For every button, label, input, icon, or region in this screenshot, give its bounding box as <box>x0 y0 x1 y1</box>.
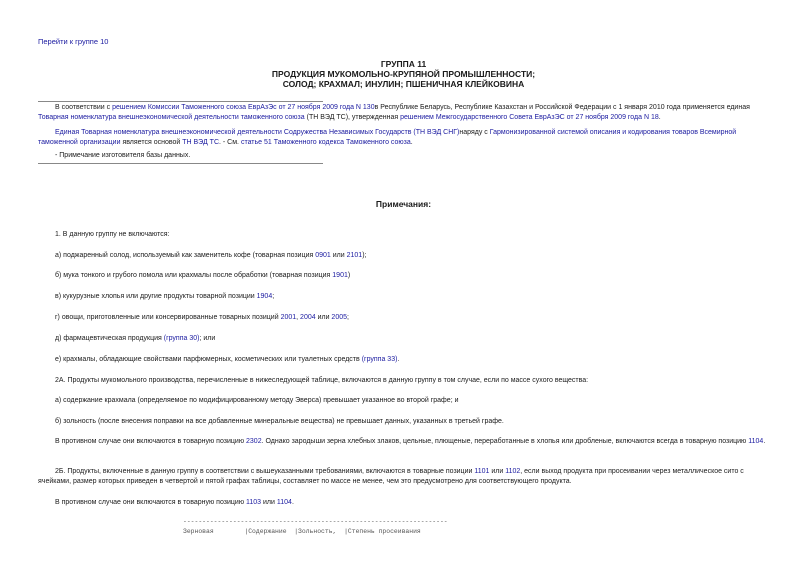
text: а) поджаренный солод, используемый как заменитель кофе (товарная позиция <box>55 252 316 259</box>
heading-2005-link[interactable]: 2005 <box>331 314 347 321</box>
commission-decision-link[interactable]: решением Комиссии Таможенного союза ЕврАзЭс от 27 ноября 2009 года N 130 <box>112 104 375 111</box>
note-2a-b: б) зольность (после внесения поправки на все добавленные минеральные вещества) не превышает данных, указанных в третьей графе. <box>55 418 504 425</box>
text: ); <box>362 252 367 259</box>
text: , если выход продукта при просеивании через металлическое сито с ячейками, размер которых приведен в четвертой и пятой графах таблицы, составляет по массе не менее, чем это предусмотрено для соответствующего продукта. <box>38 468 744 485</box>
text: ; или <box>199 335 216 342</box>
heading-2001-link[interactable]: 2001 <box>280 314 297 321</box>
text: . <box>763 438 766 445</box>
text: д) фармацевтическая продукция <box>55 335 164 342</box>
table-header-columns: Зерновая |Содержание |Зольность, |Степень просеивания <box>183 528 421 535</box>
heading-2101-link[interactable]: 2101 <box>346 252 363 259</box>
text: . <box>410 139 413 146</box>
goto-group-10-link[interactable]: Перейти к группе 10 <box>38 37 109 46</box>
text: . <box>291 499 294 506</box>
text: является основой <box>120 139 183 146</box>
text: 2Б. Продукты, включенные в данную группу в соответствии с вышеуказанными требованиями, включаются в товарные позиции <box>55 468 475 475</box>
note-2a: 2А. Продукты мукомольного производства, перечисленные в нижеследующей таблице, включаются в данную группу в том случае, если по массе сухого вещества: <box>55 377 589 384</box>
text: ) <box>347 272 351 279</box>
note-1-d <box>38 334 768 344</box>
heading-1104-link-2[interactable]: 1104 <box>276 499 292 506</box>
text: . Однако зародыши зерна хлебных злаков, цельные, плющеные, переработанные в хлопья или дробленые, включаются всегда в товарную позицию <box>261 438 749 445</box>
tn-ved-ts-link[interactable]: Товарная номенклатура внешнеэкономической деятельности таможенного союза <box>38 114 305 121</box>
group-33-link[interactable]: (группа 33) <box>361 356 398 363</box>
tn-ved-ts-link-2[interactable]: ТН ВЭД ТС <box>182 139 219 146</box>
heading-2004-link[interactable]: 2004 <box>300 314 316 321</box>
text: или <box>315 314 332 321</box>
note-1: 1. В данную группу не включаются: <box>55 231 170 238</box>
heading-1904-link[interactable]: 1904 <box>256 293 273 300</box>
note-1-g <box>38 313 768 323</box>
notes-heading: Примечания: <box>375 199 432 209</box>
header-rule-top <box>38 101 323 102</box>
text: или <box>489 468 506 475</box>
text: . <box>658 114 661 121</box>
heading-1101-link[interactable]: 1101 <box>474 468 490 475</box>
table-header-dashes: --------------------------------------------------------------------- <box>183 518 448 525</box>
text: или <box>330 252 347 259</box>
customs-code-article-link[interactable]: статье 51 Таможенного кодекса Таможенного союза <box>240 139 411 146</box>
note-2b-otherwise <box>38 498 768 508</box>
text: . <box>397 356 400 363</box>
heading-1102-link[interactable]: 1102 <box>505 468 521 475</box>
title-line-3: СОЛОД; КРАХМАЛ; ИНУЛИН; ПШЕНИЧНАЯ КЛЕЙКОВИНА <box>282 79 525 89</box>
text: б) мука тонкого и грубого помола или крахмалы после обработки (товарная позиция <box>55 272 333 279</box>
heading-1103-link[interactable]: 1103 <box>246 499 262 506</box>
group-30-link[interactable]: (группа 30) <box>163 335 200 342</box>
harmonized-system-link[interactable]: Гармонизированной системой описания и кодирования товаров Всемирной таможенной организации <box>38 129 737 146</box>
heading-1901-link[interactable]: 1901 <box>332 272 348 279</box>
note-2b <box>38 467 768 487</box>
text: ; <box>347 314 349 321</box>
text: (ТН ВЭД ТС), утвержденная <box>304 114 401 121</box>
heading-1104-link[interactable]: 1104 <box>748 438 764 445</box>
text: В противном случае они включаются в товарную позицию <box>55 438 247 445</box>
heading-2302-link[interactable]: 2302 <box>246 438 262 445</box>
note-1-a <box>38 251 768 261</box>
text: , <box>296 314 301 321</box>
text: наряду с <box>459 129 490 136</box>
note-2a-a: а) содержание крахмала (определяемое по модифицированному методу Эверса) превышает указанное во второй графе; и <box>55 397 459 404</box>
header-note-1 <box>38 103 768 123</box>
db-maker-note: - Примечание изготовителя базы данных. <box>55 152 191 159</box>
heading-0901-link[interactable]: 0901 <box>315 252 331 259</box>
text: в) кукурузные хлопья или другие продукты товарной позиции <box>55 293 257 300</box>
note-1-b <box>38 271 768 281</box>
council-decision-link[interactable]: решением Межгосударственного Совета ЕврАзЭС от 27 ноября 2009 года N 18 <box>400 114 659 121</box>
text: . - См. <box>219 139 241 146</box>
note-1-e <box>38 355 768 365</box>
text: ; <box>272 293 275 300</box>
tn-ved-sng-link[interactable]: Единая Товарная номенклатура внешнеэкономической деятельности Содружества Независимых Государств (ТН ВЭД СНГ) <box>55 129 460 136</box>
page-title <box>0 59 807 89</box>
header-rule-bottom <box>38 163 323 164</box>
title-line-2: ПРОДУКЦИЯ МУКОМОЛЬНО-КРУПЯНОЙ ПРОМЫШЛЕННОСТИ; <box>271 69 536 79</box>
text: В противном случае они включаются в товарную позицию <box>55 499 247 506</box>
text: г) овощи, приготовленные или консервированные товарных позиций <box>55 314 281 321</box>
text: в Республике Беларусь, Республике Казахстан и Российской Федерации с 1 января 2010 года применяется единая <box>374 104 750 111</box>
header-note-2 <box>38 128 768 148</box>
text: или <box>261 499 277 506</box>
title-line-1: ГРУППА 11 <box>380 59 427 69</box>
note-1-v <box>38 292 768 302</box>
text: е) крахмалы, обладающие свойствами парфюмерных, косметических или туалетных средств <box>55 356 362 363</box>
note-2a-otherwise <box>38 437 768 447</box>
text: В соответствии с <box>55 104 113 111</box>
